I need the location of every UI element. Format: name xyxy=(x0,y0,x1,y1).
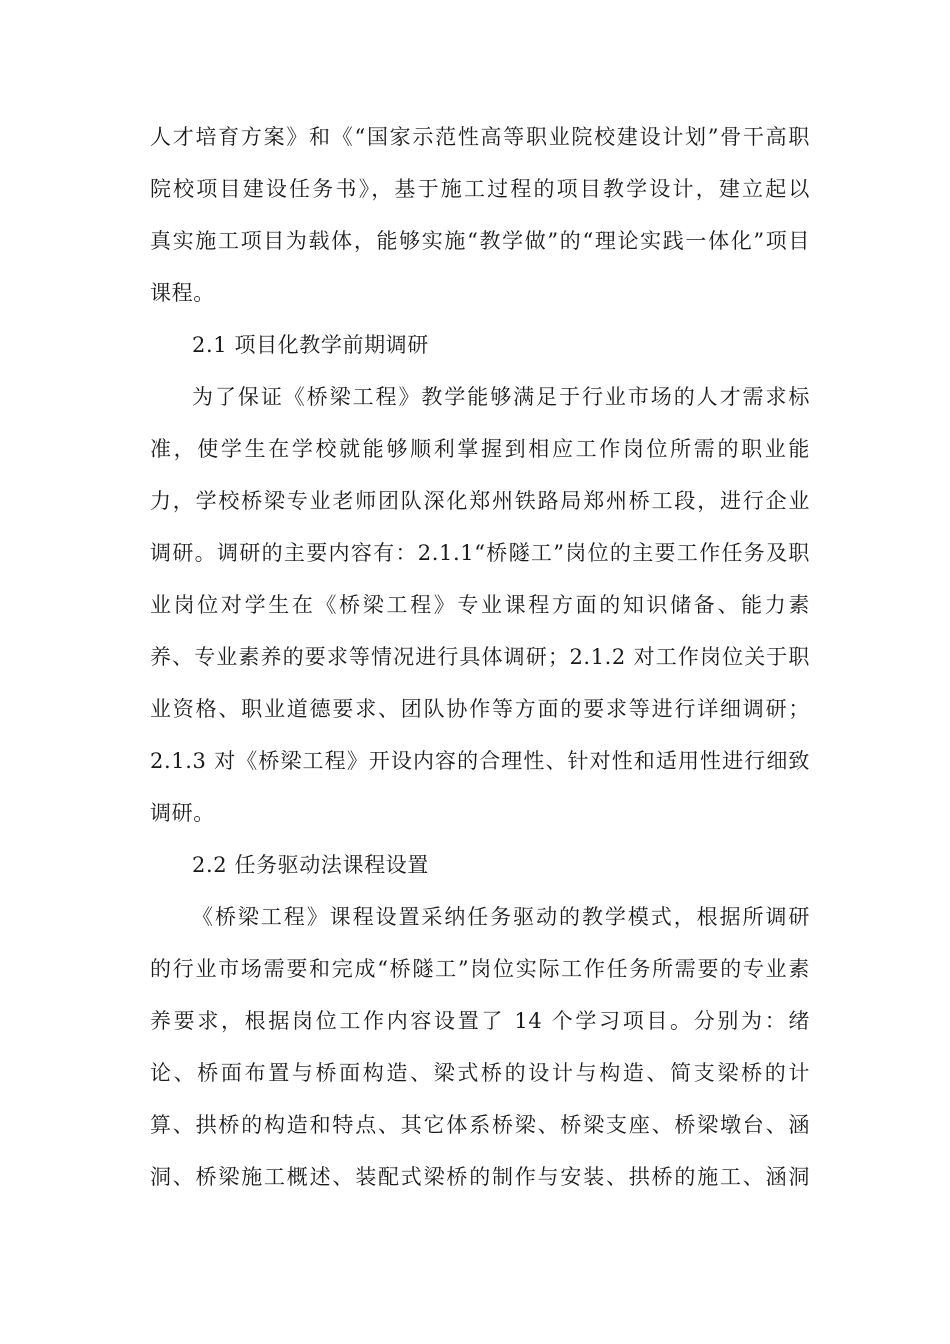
section-heading: 2.1 项目化教学前期调研 xyxy=(192,333,429,357)
body-text-line: 的行业市场需要和完成“桥隧工”岗位实际工作任务所需要的专业素 xyxy=(150,957,810,981)
body-text-line: 真实施工项目为载体，能够实施“教学做”的“理论实践一体化”项目 xyxy=(150,229,810,253)
body-text-line: 课程。 xyxy=(150,281,215,305)
body-text-line: 《桥梁工程》课程设置采纳任务驱动的教学模式，根据所调研 xyxy=(192,905,810,929)
body-text-line: 业资格、职业道德要求、团队协作等方面的要求等进行详细调研； xyxy=(150,697,810,721)
body-text-line: 人才培育方案》和《“国家示范性高等职业院校建设计划”骨干高职 xyxy=(150,125,810,149)
body-text-line: 养要求，根据岗位工作内容设置了 14 个学习项目。分别为：绪 xyxy=(150,1009,810,1033)
body-text-line: 洞、桥梁施工概述、装配式梁桥的制作与安装、拱桥的施工、涵洞 xyxy=(150,1165,810,1189)
body-text-line: 调研。调研的主要内容有：2.1.1“桥隧工”岗位的主要工作任务及职 xyxy=(150,541,810,565)
body-text-line: 2.1.3 对《桥梁工程》开设内容的合理性、针对性和适用性进行细致 xyxy=(150,749,810,773)
body-text-line: 为了保证《桥梁工程》教学能够满足于行业市场的人才需求标 xyxy=(192,385,810,409)
body-text-line: 准，使学生在学校就能够顺利掌握到相应工作岗位所需的职业能 xyxy=(150,437,810,461)
body-text-line: 业岗位对学生在《桥梁工程》专业课程方面的知识储备、能力素 xyxy=(150,593,810,617)
section-heading: 2.2 任务驱动法课程设置 xyxy=(192,853,429,877)
body-text-line: 论、桥面布置与桥面构造、梁式桥的设计与构造、简支梁桥的计 xyxy=(150,1061,810,1085)
body-text-line: 养、专业素养的要求等情况进行具体调研；2.1.2 对工作岗位关于职 xyxy=(150,645,810,669)
body-text-line: 力，学校桥梁专业老师团队深化郑州铁路局郑州桥工段，进行企业 xyxy=(150,489,810,513)
body-text-line: 调研。 xyxy=(150,801,215,825)
body-text-line: 算、拱桥的构造和特点、其它体系桥梁、桥梁支座、桥梁墩台、涵 xyxy=(150,1113,810,1137)
body-text-line: 院校项目建设任务书》，基于施工过程的项目教学设计，建立起以 xyxy=(150,177,810,201)
